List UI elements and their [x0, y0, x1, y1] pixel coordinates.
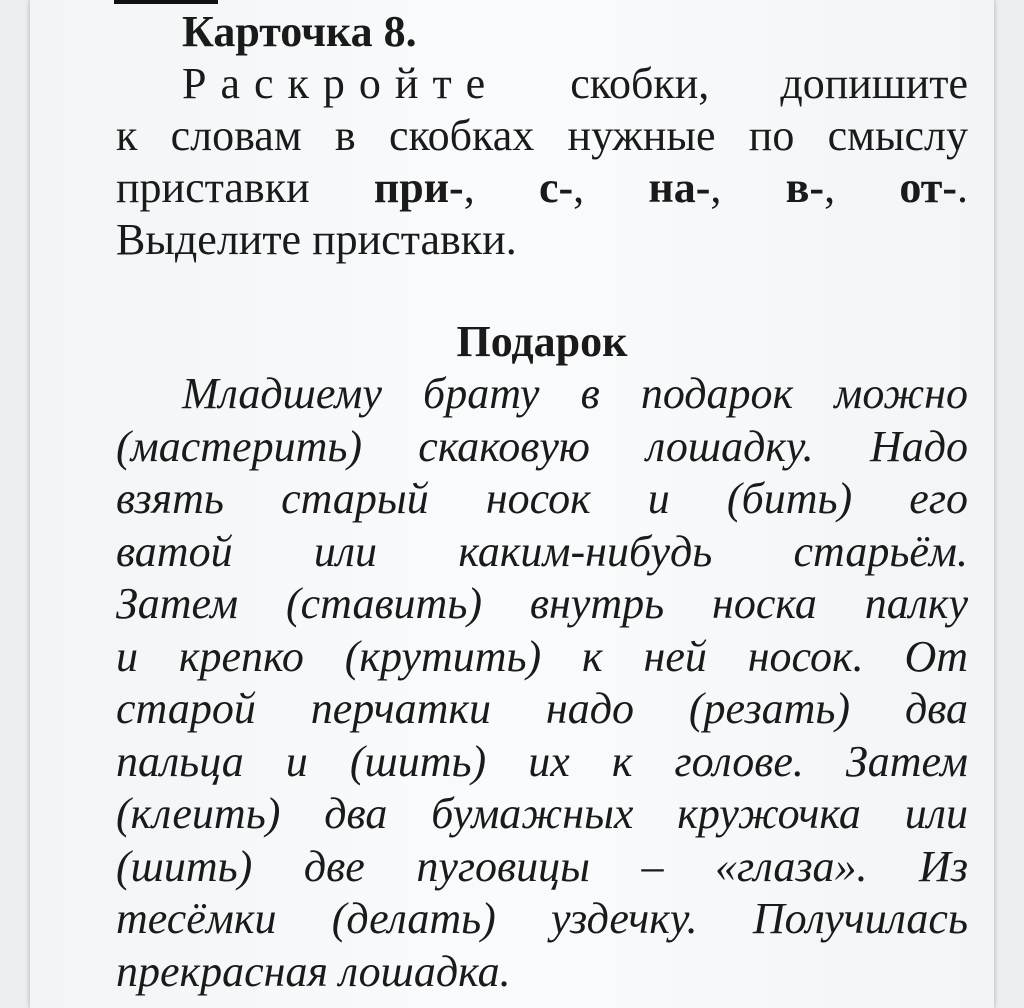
instruction-line-3: приставки при-, с-, на-, в-, от-.	[116, 163, 969, 212]
instruction-prefix-label: приставки	[116, 163, 310, 212]
story-line: Затем (ставить) внутрь носка палку	[116, 579, 968, 628]
instruction-line-1	[116, 58, 968, 110]
story-line: старой перчатки надо (резать) два	[116, 684, 968, 733]
document-page	[30, 0, 994, 1008]
story-line: (шить) две пуговицы – «глаза». Из	[116, 841, 968, 891]
story-line: и крепко (крутить) к ней носок. От	[116, 631, 968, 681]
story-line: ватой или каким-нибудь старьём.	[116, 526, 968, 576]
prefix-v: в-	[785, 163, 825, 212]
top-rule-divider	[114, 0, 218, 4]
instruction-spaced-word: Раскройте	[182, 59, 500, 108]
instruction-line-4: Выделите приставки.	[116, 215, 517, 264]
story-line: (мастерить) скаковую лошадку. Надо	[116, 421, 968, 471]
story-line: взять старый носок и (бить) его	[116, 474, 968, 523]
section-gap	[116, 266, 968, 316]
instruction-paragraph	[116, 58, 968, 266]
prefix-pri: при-	[373, 163, 464, 212]
story-line: (клеить) два бумажных кружочка или	[116, 789, 968, 838]
prefix-s: с-	[538, 163, 574, 212]
story-line: пальца и (шить) их к голове. Затем	[116, 736, 968, 786]
instruction-line-1-rest: скобки, допишите	[570, 59, 968, 108]
story-line: тесёмки (делать) уздечку. Получилась	[116, 894, 968, 943]
card-title: Карточка 8.	[182, 7, 417, 56]
prefix-ot: от-	[899, 163, 958, 212]
story-title: Подарок	[456, 317, 628, 366]
card-content	[116, 6, 968, 998]
story-line-last: прекрасная лошадка.	[116, 946, 511, 996]
story-text	[116, 368, 968, 998]
story-line: Младшему брату в подарок можно	[182, 369, 968, 418]
prefix-na: на-	[648, 163, 711, 212]
instruction-line-2: к словам в скобках нужные по смыслу	[116, 111, 968, 160]
